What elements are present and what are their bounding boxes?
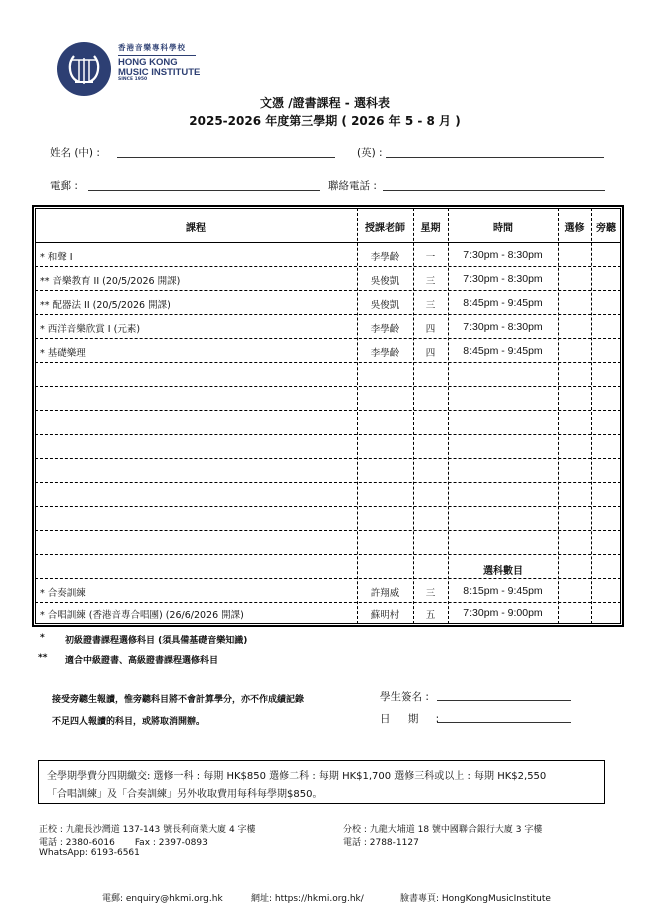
course-time: 7:30pm - 8:30pm [463,249,543,261]
school-name-en-1: HONG KONG [118,56,178,68]
school-name-zh: 香港音樂專科學校 [118,43,186,52]
row-divider [35,530,621,531]
main-campus-phone: 電話 : 2380-6016 Fax : 2397-0893 [39,838,208,848]
whatsapp: WhatsApp: 6193-6561 [39,848,140,858]
row-divider [35,434,621,435]
school-name-en-2: MUSIC INSTITUTE [118,66,201,78]
school-logo-emblem [57,42,111,96]
row-divider [35,458,621,459]
row-divider [35,362,621,363]
audit-checkbox[interactable] [593,270,619,288]
row-divider [35,578,621,579]
audit-checkbox[interactable] [593,246,619,264]
course-time: 7:30pm - 8:30pm [463,273,543,285]
page-subtitle: 2025-2026 年度第三學期 ( 2026 年 5 - 8 月 ) [189,114,461,128]
date-label: 日 期 : [380,713,440,725]
course-time: 7:30pm - 9:00pm [463,607,543,619]
note-mark: ** [38,653,48,663]
course-name: * 合唱訓練 (香港音專合唱團) (26/6/2026 開課) [40,610,244,621]
course-name: * 基礎樂理 [40,348,86,359]
header-elective: 選修 [564,223,585,234]
row-divider [35,482,621,483]
footer-email[interactable]: 電郵: enquiry@hkmi.org.hk [102,894,223,904]
row-divider [35,386,621,387]
row-divider [35,338,621,339]
course-name: ** 配器法 II (20/5/2026 開課) [40,300,171,311]
name-en-label: (英) : [357,147,383,159]
course-time: 8:45pm - 9:45pm [463,297,543,309]
audit-checkbox[interactable] [593,318,619,336]
signature-field[interactable] [437,700,571,701]
header-course: 課程 [186,223,206,234]
audit-checkbox[interactable] [593,294,619,312]
phone-field[interactable] [383,190,605,191]
footer-website[interactable]: 網址: https://hkmi.org.hk/ [251,894,364,904]
audit-checkbox[interactable] [593,342,619,360]
phone-label: 聯絡電話 : [328,180,377,192]
col-divider [591,208,592,624]
row-divider [35,554,621,555]
course-day: 一 [425,252,436,263]
school-logo-text [118,44,200,83]
signature-label: 學生簽名 : [380,691,429,703]
col-divider [357,208,358,624]
header-audit: 旁聽 [596,223,616,234]
name-en-field[interactable] [386,157,604,158]
course-day: 三 [425,588,436,599]
row-divider [35,410,621,411]
row-divider [35,290,621,291]
note-text: 適合中級證書、高級證書課程選修科目 [65,656,219,666]
email-field[interactable] [88,190,320,191]
header-time: 時間 [493,223,513,234]
row-divider [35,266,621,267]
cancellation-policy: 不足四人報讀的科目，或將取消開辦。 [52,717,206,727]
branch-phone: 電話 : 2788-1127 [343,838,419,848]
course-time: 7:30pm - 8:30pm [463,321,543,333]
elective-checkbox[interactable] [560,294,589,312]
course-day: 三 [425,276,436,287]
course-teacher: 吳俊凱 [370,300,400,311]
course-teacher: 吳俊凱 [370,276,400,287]
course-teacher: 許翔威 [370,588,400,599]
elective-checkbox[interactable] [560,582,589,600]
course-teacher: 李學齡 [370,252,400,263]
elective-checkbox[interactable] [560,605,589,622]
footer-facebook[interactable]: 臉書專頁: HongKongMusicInstitute [400,894,551,904]
elective-checkbox[interactable] [560,318,589,336]
row-divider [35,602,621,603]
elective-checkbox[interactable] [560,246,589,264]
course-teacher: 蘇明村 [370,610,400,621]
elective-checkbox[interactable] [560,270,589,288]
audit-checkbox[interactable] [593,605,619,622]
name-zh-label: 姓名 (中) : [50,147,100,159]
course-time: 8:45pm - 9:45pm [463,345,543,357]
col-divider [558,208,559,624]
branch-address: 分校 : 九龍大埔道 18 號中國聯合銀行大廈 3 字樓 [343,825,543,835]
main-campus-address: 正校 : 九龍長沙灣道 137-143 號長利商業大廈 4 字樓 [39,825,256,835]
course-name: * 西洋音樂欣賞 I (元素) [40,324,141,335]
elective-count-label: 選科數目 [483,566,523,577]
email-label: 電郵 : [50,180,78,192]
course-teacher: 李學齡 [370,324,400,335]
elective-checkbox[interactable] [560,342,589,360]
fee-extra: 「合唱訓練」及「合奏訓練」另外收取費用每科每學期$850。 [47,789,323,800]
row-divider [35,506,621,507]
elective-count-field[interactable] [560,558,589,576]
name-zh-field[interactable] [117,157,335,158]
fee-schedule: 全學期學費分四期繳交: 選修一科 : 每期 HK$850 選修二科 : 每期 HK$1,700 選修三科或以上 : 每期 HK$2,550 [47,771,547,782]
header-day: 星期 [420,223,441,234]
col-divider [413,208,414,624]
school-since: SINCE 1950 [118,76,148,82]
course-teacher: 李學齡 [370,348,400,359]
course-name: ** 音樂教育 II (20/5/2026 開課) [40,276,181,287]
course-day: 四 [425,324,436,335]
header-teacher: 授課老師 [365,223,405,234]
course-day: 三 [425,300,436,311]
lyre-icon [57,42,111,96]
course-name: * 和聲 I [40,252,73,263]
row-divider [35,314,621,315]
course-name: * 合奏訓練 [40,588,86,599]
course-time: 8:15pm - 9:45pm [463,585,543,597]
course-day: 四 [425,348,436,359]
header-divider [35,242,621,243]
audit-policy: 接受旁聽生報讀，惟旁聽科目將不會計算學分，亦不作成績記錄 [52,695,305,705]
date-field[interactable] [437,722,571,723]
page-title: 文憑 /證書課程 - 選科表 [260,96,390,110]
course-day: 五 [425,610,436,621]
note-text: 初級證書課程選修科目 (須具備基礎音樂知識) [65,636,248,646]
note-mark: * [40,633,45,643]
audit-checkbox[interactable] [593,582,619,600]
